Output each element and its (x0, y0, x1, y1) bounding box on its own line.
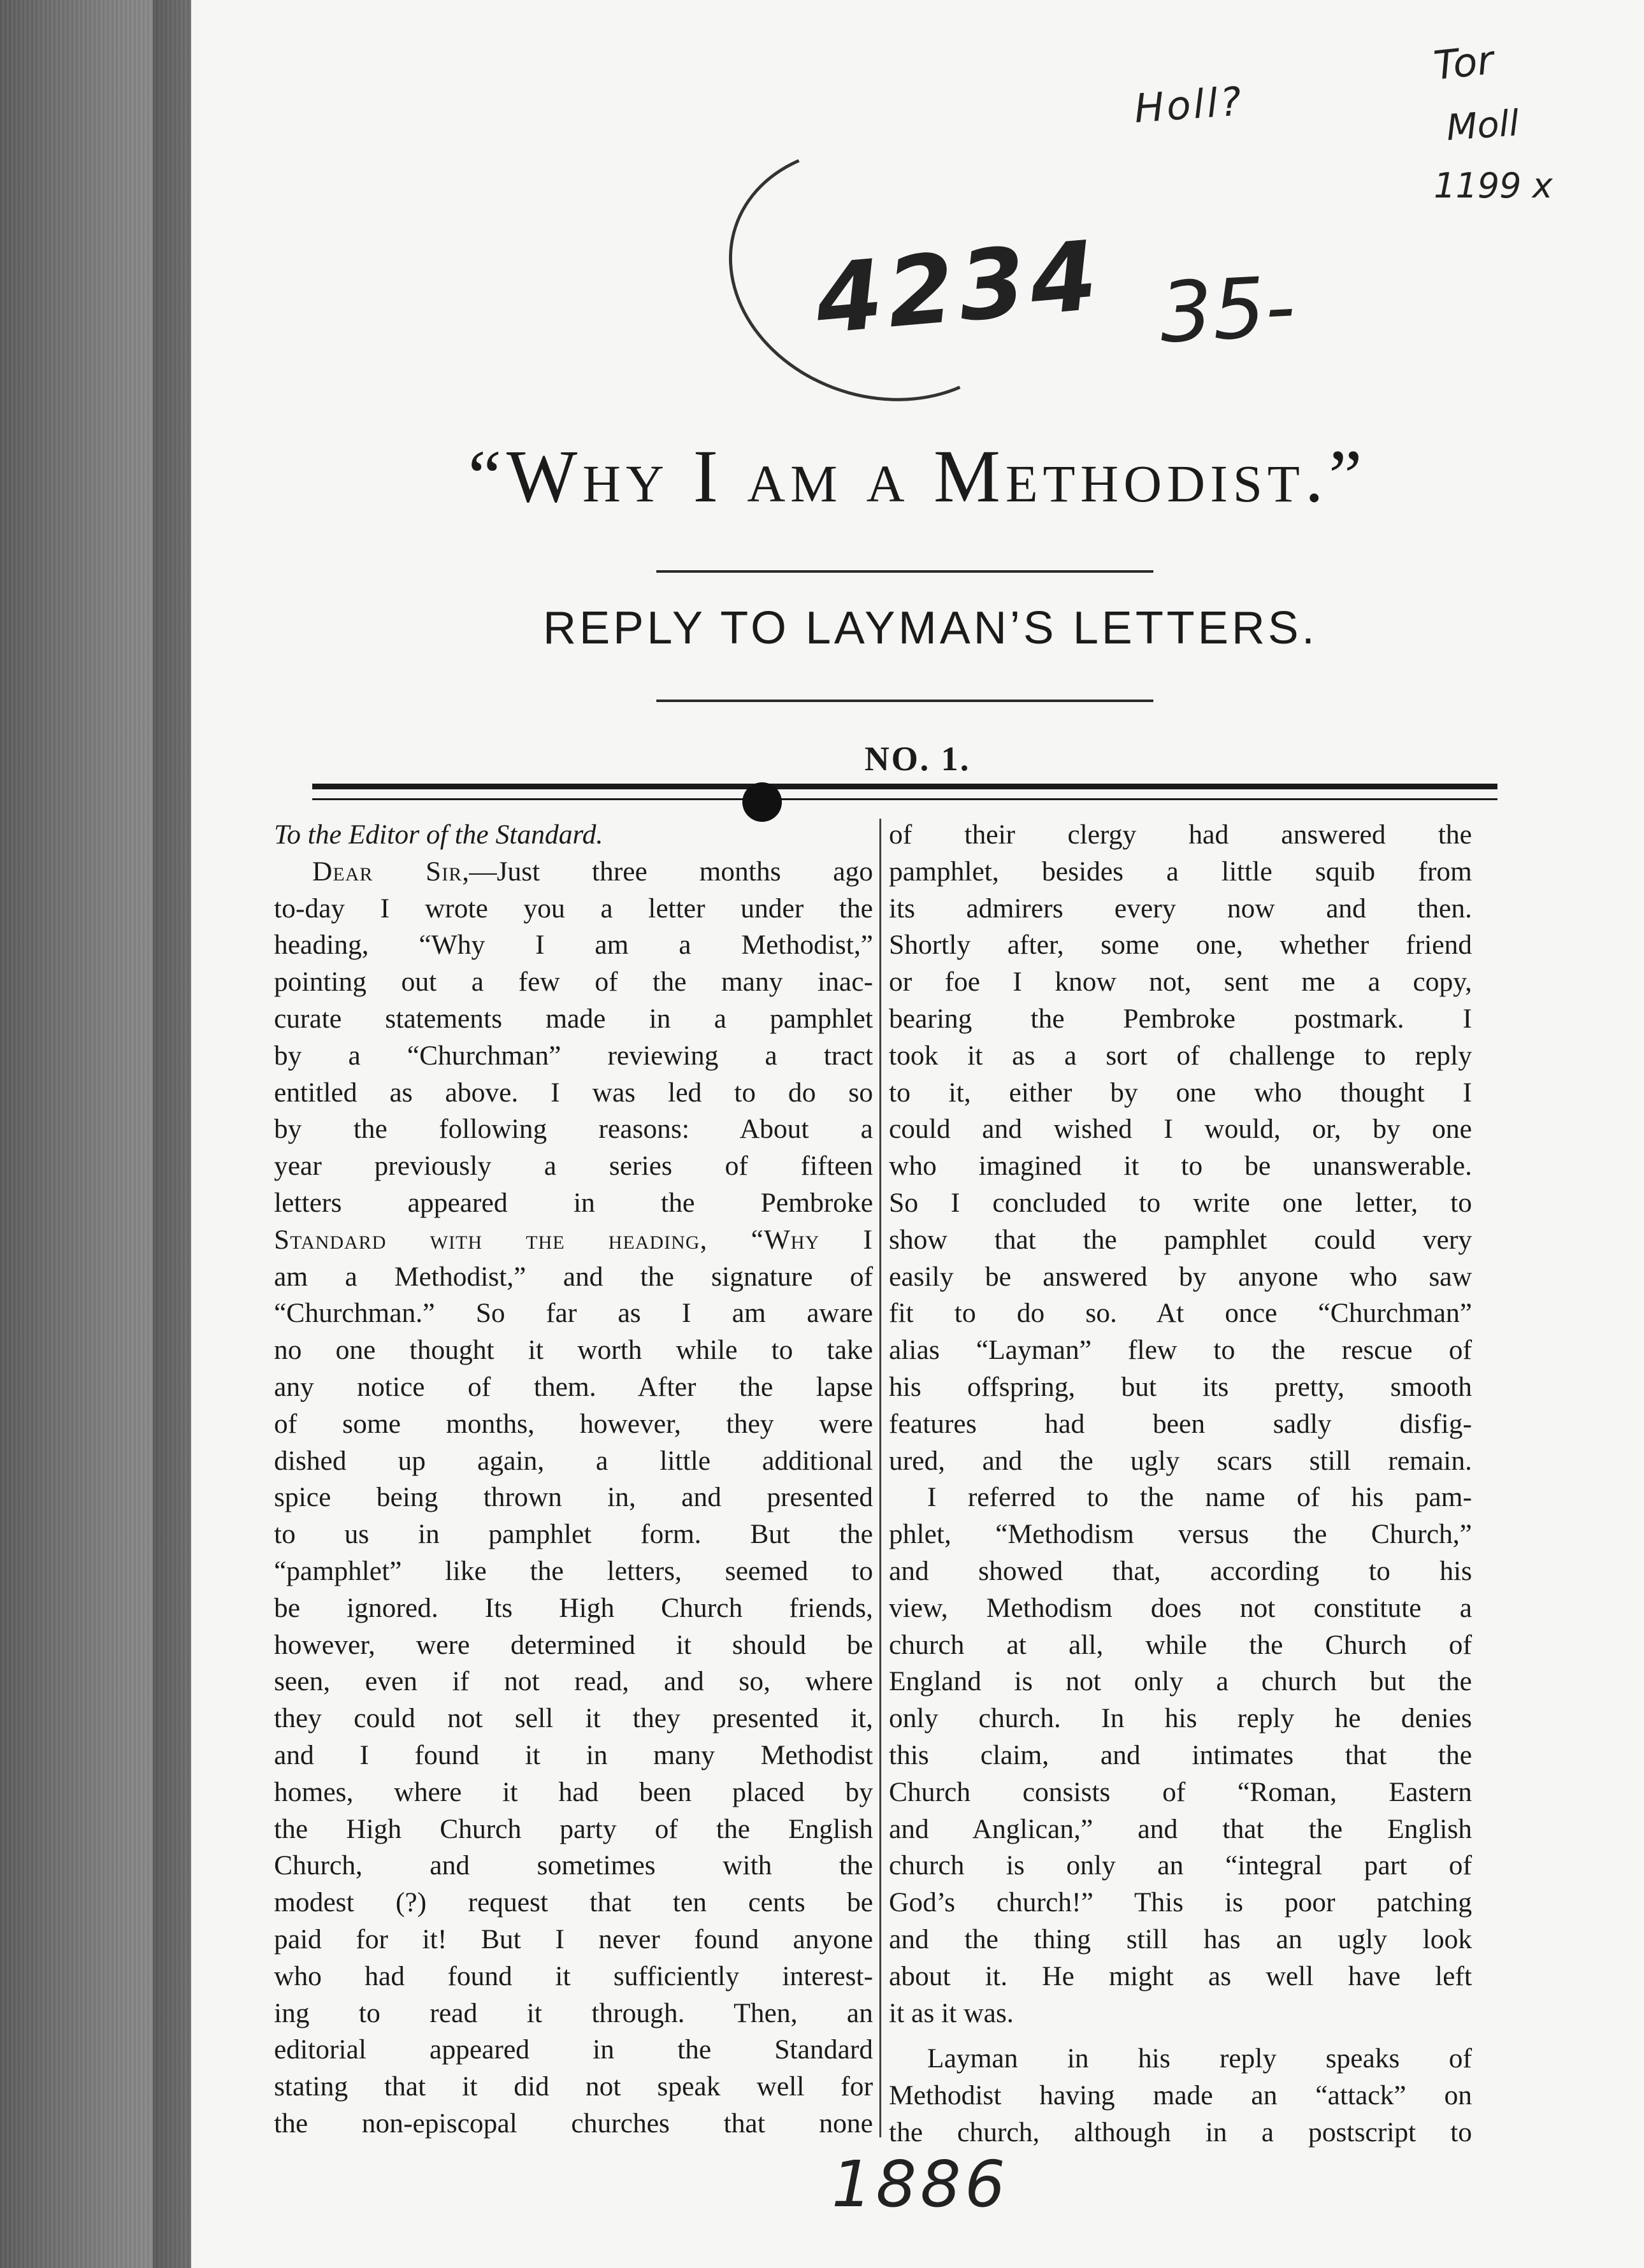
salutation-heading: To the Editor of the Standard. (274, 819, 603, 850)
text-line: the church, although in a postscript to (889, 2116, 1472, 2148)
text-line: and I found it in many Methodist (274, 1739, 873, 1770)
text-line (274, 854, 873, 891)
page-subtitle: REPLY TO LAYMAN’S LETTERS. (543, 603, 1318, 654)
text-line: ured, and the ugly scars still remain. (889, 1445, 1472, 1476)
text-line: to it, either by one who thought I (889, 1077, 1472, 1108)
text-line: pointing out a few of the many inac- (274, 966, 873, 998)
text-line: the non-episcopal churches that none (274, 2107, 873, 2139)
text-line: letters appeared in the Pembroke (274, 1187, 873, 1218)
text-line: editorial appeared in the Standard (274, 2034, 873, 2065)
text-line: heading, “Why I am a Methodist,” (274, 929, 873, 961)
handwritten-price: 35- (1157, 257, 1298, 362)
text-line: or foe I know not, sent me a copy, (889, 966, 1472, 998)
text-line: however, were determined it should be (274, 1629, 873, 1660)
text-line: they could not sell it they presented it, (274, 1703, 873, 1734)
handwritten-catalog-number: 4234 (811, 220, 1107, 356)
text-line: church is only an “integral part of (889, 1850, 1472, 1881)
issue-number: NO. 1. (864, 740, 971, 778)
text-line: fit to do so. At once “Churchman” (889, 1298, 1472, 1329)
binding-shadow (153, 0, 191, 2268)
text-line: features had been sadly disfig- (889, 1408, 1472, 1439)
text-line: year previously a series of fifteen (274, 1151, 873, 1182)
text-line: I referred to the name of his pam- (927, 1482, 1472, 1513)
salutation-rest: ,—Just three months ago (462, 856, 873, 887)
title-rule (656, 570, 1153, 573)
text-line: easily be answered by anyone who saw (889, 1261, 1472, 1292)
column-divider (879, 819, 881, 2137)
text-line: could and wished I would, or, by one (889, 1114, 1472, 1145)
text-line: dished up again, a little additional (274, 1445, 873, 1476)
text-line: church at all, while the Church of (889, 1629, 1472, 1660)
text-line: spice being thrown in, and presented (274, 1482, 873, 1513)
text-line: modest (?) request that ten cents be (274, 1887, 873, 1918)
text-line: and Anglican,” and that the English (889, 1813, 1472, 1844)
salutation-smallcaps: Dear Sir (312, 856, 463, 887)
text-line: his offspring, but its pretty, smooth (889, 1371, 1472, 1402)
text-line: ing to read it through. Then, an (274, 1997, 873, 2028)
handwritten-year: 1886 (832, 2147, 1009, 2221)
text-line: its admirers every now and then. (889, 893, 1472, 924)
text-line: of their clergy had answered the (889, 819, 1472, 850)
column-top-rule-thin (312, 798, 1497, 800)
text-line: to us in pamphlet form. But the (274, 1519, 873, 1550)
text-line: of some months, however, they were (274, 1408, 873, 1439)
text-line: am a Methodist,” and the signature of (274, 1261, 873, 1292)
text-line: Shortly after, some one, whether friend (889, 929, 1472, 961)
text-line: entitled as above. I was led to do so (274, 1077, 873, 1108)
text-line: by a “Churchman” reviewing a tract (274, 1040, 873, 1071)
text-line: about it. He might as well have left (889, 1960, 1472, 1992)
handwritten-note-right-3: 1199 x (1434, 166, 1553, 206)
handwritten-note-top: Holl? (1132, 78, 1246, 132)
column-top-rule-thick (312, 784, 1497, 789)
text-line: homes, where it had been placed by (274, 1776, 873, 1807)
text-line: and the thing still has an ugly look (889, 1923, 1472, 1955)
text-line: only church. In his reply he denies (889, 1703, 1472, 1734)
handwritten-note-right-2: Moll (1445, 103, 1520, 149)
text-line: bearing the Pembroke postmark. I (889, 1003, 1472, 1034)
text-line: who imagined it to be unanswerable. (889, 1151, 1472, 1182)
left-column (274, 817, 873, 2142)
text-line: stating that it did not speak well for (274, 2071, 873, 2102)
text-line: Church consists of “Roman, Eastern (889, 1776, 1472, 1807)
text-line: phlet, “Methodism versus the Church,” (889, 1519, 1472, 1550)
text-line: show that the pamphlet could very (889, 1224, 1472, 1255)
text-line: the High Church party of the English (274, 1813, 873, 1844)
subtitle-rule (656, 700, 1153, 702)
right-column (889, 817, 1472, 2151)
text-line: “Churchman.” So far as I am aware (274, 1298, 873, 1329)
text-line: no one thought it worth while to take (274, 1335, 873, 1366)
text-line: this claim, and intimates that the (889, 1739, 1472, 1770)
handwritten-note-right-1: Tor (1431, 36, 1496, 89)
text-line: pamphlet, besides a little squib from (889, 856, 1472, 887)
text-line: to-day I wrote you a letter under the (274, 893, 873, 924)
text-line: took it as a sort of challenge to reply (889, 1040, 1472, 1071)
text-line: England is not only a church but the (889, 1666, 1472, 1697)
text-line: Church, and sometimes with the (274, 1850, 873, 1881)
text-line: alias “Layman” flew to the rescue of (889, 1335, 1472, 1366)
text-line: by the following reasons: About a (274, 1114, 873, 1145)
text-line: So I concluded to write one letter, to (889, 1187, 1472, 1218)
text-line: view, Methodism does not constitute a (889, 1592, 1472, 1623)
page-title: “Why I am a Methodist.” (468, 434, 1367, 518)
text-line: paid for it! But I never found anyone (274, 1923, 873, 1955)
text-line: curate statements made in a pamphlet (274, 1003, 873, 1034)
text-line: Standard with the heading, “Why I (274, 1224, 873, 1255)
text-line: and showed that, according to his (889, 1555, 1472, 1586)
ink-blot (742, 782, 782, 822)
text-line: seen, even if not read, and so, where (274, 1666, 873, 1697)
text-line: any notice of them. After the lapse (274, 1371, 873, 1402)
text-line: be ignored. Its High Church friends, (274, 1592, 873, 1623)
text-line: “pamphlet” like the letters, seemed to (274, 1555, 873, 1586)
text-line: it as it was. (889, 1997, 1014, 2028)
text-line: Methodist having made an “attack” on (889, 2080, 1472, 2111)
text-line: Layman in his reply speaks of (927, 2043, 1472, 2074)
text-line: who had found it sufficiently interest- (274, 1960, 873, 1992)
text-line: God’s church!” This is poor patching (889, 1887, 1472, 1918)
